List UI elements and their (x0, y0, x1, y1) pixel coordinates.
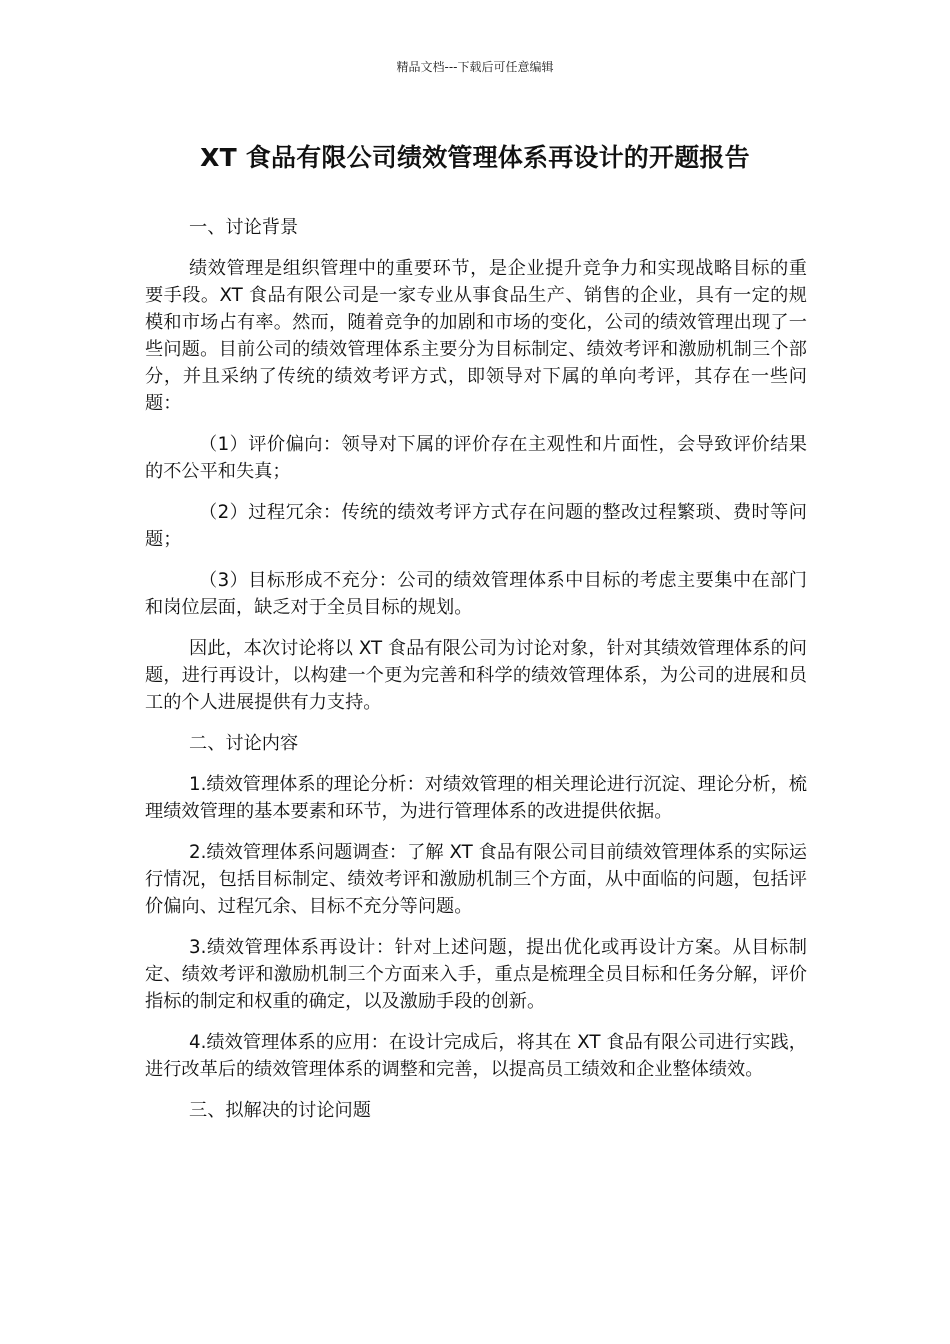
paragraph-content-4: 4.绩效管理体系的应用：在设计完成后，将其在 XT 食品有限公司进行实践，进行改革后的绩效管理体系的调整和完善，以提高员工绩效和企业整体绩效。 (145, 1032, 807, 1080)
header-note: 精品文档---下载后可任意编辑 (396, 60, 554, 74)
section-heading-content: 二、讨论内容 (189, 733, 299, 754)
list-item-bias: （1）评价偏向：领导对下属的评价存在主观性和片面性，会导致评价结果的不公平和失真； (145, 434, 807, 482)
paragraph-content-1: 1.绩效管理体系的理论分析：对绩效管理的相关理论进行沉淀、理论分析，梳理绩效管理的基本要素和环节，为进行管理体系的改进提供依据。 (145, 774, 807, 822)
section-heading-background: 一、讨论背景 (189, 217, 299, 238)
section-heading-problems: 三、拟解决的讨论问题 (189, 1100, 371, 1121)
document-title: XT 食品有限公司绩效管理体系再设计的开题报告 (200, 143, 750, 172)
document-body (145, 214, 807, 1138)
paragraph-conclusion: 因此，本次讨论将以 XT 食品有限公司为讨论对象，针对其绩效管理体系的问题，进行再设计，以构建一个更为完善和科学的绩效管理体系，为公司的进展和员工的个人进展提供有力支持。 (145, 638, 807, 713)
paragraph-content-2: 2.绩效管理体系问题调查：了解 XT 食品有限公司目前绩效管理体系的实际运行情况，包括目标制定、绩效考评和激励机制三个方面，从中面临的问题，包括评价偏向、过程冗余、目标不充分等问题。 (145, 842, 807, 917)
list-item-redundancy: （2）过程冗余：传统的绩效考评方式存在问题的整改过程繁琐、费时等问题； (145, 502, 807, 550)
paragraph-content-3: 3.绩效管理体系再设计：针对上述问题，提出优化或再设计方案。从目标制定、绩效考评和激励机制三个方面来入手，重点是梳理全员目标和任务分解，评价指标的制定和权重的确定，以及激励手段的创新。 (145, 937, 807, 1012)
list-item-goals: （3）目标形成不充分：公司的绩效管理体系中目标的考虑主要集中在部门和岗位层面，缺乏对于全员目标的规划。 (145, 570, 807, 618)
paragraph-background: 绩效管理是组织管理中的重要环节，是企业提升竞争力和实现战略目标的重要手段。XT 食品有限公司是一家专业从事食品生产、销售的企业，具有一定的规模和市场占有率。然而，随着竞争的加剧和市场的变化，公司的绩效管理出现了一些问题。目前公司的绩效管理体系主要分为目标制定、绩效考评和激励机制三个部分，并且采纳了传统的绩效考评方式，即领导对下属的单向考评，其存在一些问题： (145, 258, 807, 414)
